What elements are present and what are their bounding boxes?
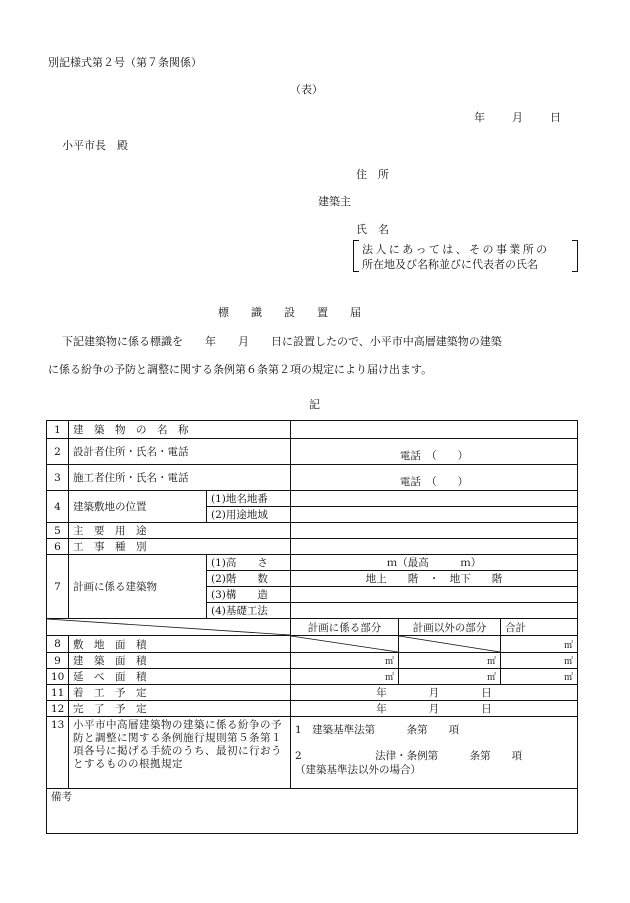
start-date-field[interactable]: 年 月 日 bbox=[291, 685, 578, 701]
remarks-field[interactable] bbox=[47, 789, 578, 834]
table-row bbox=[47, 619, 578, 636]
document-title: 標 識 設 置 届 bbox=[218, 306, 361, 319]
row-number: 13 bbox=[47, 717, 69, 789]
site-area-plan-cell bbox=[291, 636, 399, 653]
legal-option-2: 2 法律・条例第 条第 項 bbox=[295, 750, 523, 762]
lot-number-field[interactable] bbox=[291, 491, 578, 507]
unit-m2: ㎡ bbox=[384, 673, 394, 683]
table-row bbox=[47, 669, 578, 685]
addressee: 小平市長 殿 bbox=[62, 139, 128, 152]
floor-area-other-field[interactable] bbox=[399, 669, 501, 685]
row-number: 1 bbox=[47, 421, 69, 439]
building-area-other-field[interactable] bbox=[399, 653, 501, 669]
legal-basis-field[interactable] bbox=[291, 717, 578, 789]
row-label: 建築敷地の位置 bbox=[69, 491, 207, 523]
row-number: 6 bbox=[47, 539, 69, 555]
work-type-field[interactable] bbox=[291, 539, 578, 555]
foundation-field[interactable] bbox=[291, 603, 578, 619]
row-label: 完 了 予 定 bbox=[69, 701, 291, 717]
designer-tel: 電話 （ ） bbox=[399, 450, 469, 462]
main-use-field[interactable] bbox=[291, 523, 578, 539]
name-label: 氏 名 bbox=[356, 223, 389, 236]
row-label: 主 要 用 途 bbox=[69, 523, 291, 539]
legal-option-1: 1 建築基準法第 条第 項 bbox=[295, 724, 460, 736]
row-label: 敷 地 面 積 bbox=[69, 636, 291, 653]
site-area-total-field[interactable] bbox=[501, 636, 578, 653]
table-row bbox=[47, 717, 578, 789]
header-blank-cell bbox=[47, 619, 291, 636]
diagonal-line bbox=[291, 636, 398, 652]
constructor-tel: 電話 （ ） bbox=[399, 476, 469, 488]
form-label: 別記様式第２号（第７条関係） bbox=[48, 56, 202, 69]
note-bracket-left bbox=[353, 240, 359, 272]
designer-field[interactable] bbox=[291, 439, 578, 465]
unit-m2: ㎡ bbox=[384, 657, 394, 667]
table-row bbox=[47, 653, 578, 669]
unit-m2: ㎡ bbox=[563, 640, 573, 651]
row-label: 計画に係る建築物 bbox=[69, 555, 207, 619]
zoning-field[interactable] bbox=[291, 507, 578, 523]
floor-area-plan-field[interactable] bbox=[291, 669, 399, 685]
completion-date-field[interactable]: 年 月 日 bbox=[291, 701, 578, 717]
table-row bbox=[47, 439, 578, 465]
col-header-other: 計画以外の部分 bbox=[399, 619, 501, 636]
side-label: （表） bbox=[290, 83, 323, 96]
row-label: 小平市中高層建築物の建築に係る紛争の予防と調整に関する条例施行規則第５条第１項各号に掲げる手続のうち、最初に行おうとするものの根拠規定 bbox=[69, 717, 291, 789]
row-number: 2 bbox=[47, 439, 69, 465]
note-line-2: 所在地及び名称並びに代表者の氏名 bbox=[362, 258, 538, 271]
unit-m2: ㎡ bbox=[563, 657, 573, 667]
table-row bbox=[47, 421, 578, 439]
row-number: 4 bbox=[47, 491, 69, 523]
constructor-field[interactable] bbox=[291, 465, 578, 491]
col-header-plan: 計画に係る部分 bbox=[291, 619, 399, 636]
table-row bbox=[47, 685, 578, 701]
row-number: 12 bbox=[47, 701, 69, 717]
sub-label: (3)構 造 bbox=[207, 587, 291, 603]
body-line-1: 下記建築物に係る標識を 年 月 日に設置したので、小平市中高層建築物の建築 bbox=[62, 335, 502, 348]
building-area-plan-field[interactable] bbox=[291, 653, 399, 669]
table-row bbox=[47, 491, 578, 507]
sub-label: (2)階 数 bbox=[207, 571, 291, 587]
date-month: 月 bbox=[512, 111, 523, 124]
row-label: 着 工 予 定 bbox=[69, 685, 291, 701]
sub-label: (1)地名地番 bbox=[207, 491, 291, 507]
legal-option-2-note: （建築基準法以外の場合） bbox=[295, 764, 421, 776]
table-row bbox=[47, 523, 578, 539]
height-field[interactable]: ｍ（最高 ｍ） bbox=[291, 555, 578, 571]
row-number: 5 bbox=[47, 523, 69, 539]
diagonal-line bbox=[47, 619, 290, 635]
row-number: 9 bbox=[47, 653, 69, 669]
table-row bbox=[47, 465, 578, 491]
body-line-2: に係る紛争の予防と調整に関する条例第６条第２項の規定により届け出ます。 bbox=[48, 363, 433, 376]
declaration-table bbox=[46, 420, 578, 834]
floor-area-total-field[interactable] bbox=[501, 669, 578, 685]
row-number: 10 bbox=[47, 669, 69, 685]
row-label: 延 べ 面 積 bbox=[69, 669, 291, 685]
address-label: 住 所 bbox=[356, 168, 389, 181]
site-area-other-cell bbox=[399, 636, 501, 653]
builder-label: 建築主 bbox=[318, 195, 351, 208]
building-name-field[interactable] bbox=[291, 421, 578, 439]
row-number: 11 bbox=[47, 685, 69, 701]
structure-field[interactable] bbox=[291, 587, 578, 603]
table-row bbox=[47, 701, 578, 717]
row-number: 3 bbox=[47, 465, 69, 491]
building-area-total-field[interactable] bbox=[501, 653, 578, 669]
col-header-total: 合計 bbox=[501, 619, 578, 636]
unit-m2: ㎡ bbox=[486, 657, 496, 667]
sub-label: (2)用途地域 bbox=[207, 507, 291, 523]
table-row bbox=[47, 789, 578, 834]
table-row bbox=[47, 539, 578, 555]
sub-label: (1)高 さ bbox=[207, 555, 291, 571]
note-line-1: 法人にあっては、その事業所の bbox=[362, 243, 550, 256]
date-day: 日 bbox=[550, 111, 561, 124]
row-number: 8 bbox=[47, 636, 69, 653]
sub-label: (4)基礎工法 bbox=[207, 603, 291, 619]
row-number: 7 bbox=[47, 555, 69, 619]
date-year: 年 bbox=[474, 111, 485, 124]
row-label: 建 築 面 積 bbox=[69, 653, 291, 669]
row-label: 工 事 種 別 bbox=[69, 539, 291, 555]
unit-m2: ㎡ bbox=[486, 673, 496, 683]
row-label: 設計者住所・氏名・電話 bbox=[69, 439, 291, 465]
table-row bbox=[47, 555, 578, 571]
row-label: 施工者住所・氏名・電話 bbox=[69, 465, 291, 491]
unit-m2: ㎡ bbox=[563, 673, 573, 683]
table-row bbox=[47, 636, 578, 653]
row-label: 建 築 物 の 名 称 bbox=[69, 421, 291, 439]
floors-field[interactable]: 地上 階 ・ 地下 階 bbox=[291, 571, 578, 587]
note-bracket-right bbox=[572, 240, 578, 272]
diagonal-line bbox=[399, 636, 500, 652]
ki-label: 記 bbox=[309, 398, 320, 411]
remarks-label: 備考 bbox=[51, 791, 72, 803]
